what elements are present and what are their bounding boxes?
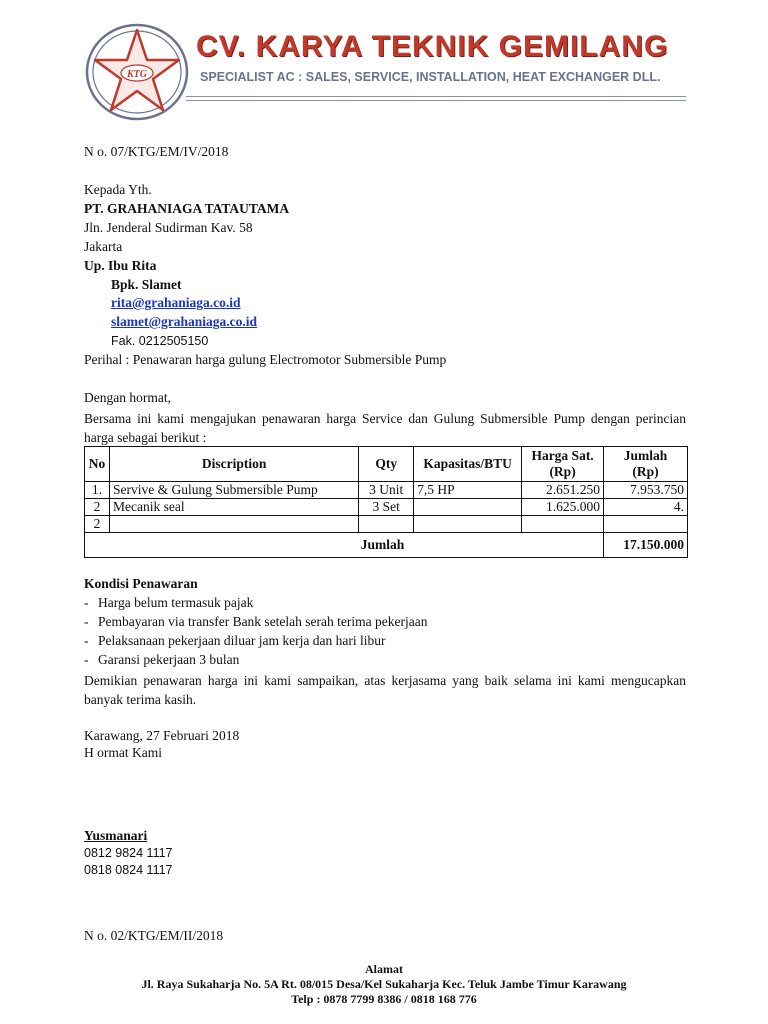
header-description: Discription <box>109 447 358 482</box>
table-row <box>85 516 688 533</box>
header-qty: Qty <box>359 447 414 482</box>
table-row <box>85 482 688 499</box>
sum-label: Jumlah <box>85 533 604 558</box>
condition-item: Pembayaran via transfer Bank setelah serah terima pekerjaan <box>98 614 428 629</box>
letter-number: N o. 07/KTG/EM/IV/2018 <box>84 144 229 159</box>
company-tagline: SPECIALIST AC : SALES, SERVICE, INSTALLATION, HEAT EXCHANGER DLL. <box>200 70 661 84</box>
signer-phone-1: 0812 9824 1117 <box>84 846 173 860</box>
intro-paragraph: Bersama ini kami mengajukan penawaran harga Service dan Gulung Submersible Pump dengan perincian harga sebagai berikut : <box>84 411 686 445</box>
cell-description: Servive & Gulung Submersible Pump <box>109 482 358 499</box>
conditions-title: Kondisi Penawaran <box>84 576 198 591</box>
cell-capacity <box>414 516 522 533</box>
footer-address: Jl. Raya Sukaharja No. 5A Rt. 08/015 Desa/Kel Sukaharja Kec. Teluk Jambe Timur Karawang <box>141 977 627 991</box>
footer-telp: Telp : 0878 7799 8386 / 0818 168 776 <box>291 992 477 1006</box>
salutation-to: Kepada Yth. <box>84 182 152 197</box>
attention-line-2: Bpk. Slamet <box>111 277 182 292</box>
attention-line: Up. Ibu Rita <box>84 258 157 273</box>
cell-no: 1. <box>85 482 110 499</box>
cell-capacity <box>414 499 522 516</box>
table-row <box>85 499 688 516</box>
cell-unit-price: 2.651.250 <box>522 482 604 499</box>
header-no: No <box>85 447 110 482</box>
condition-bullet: - <box>84 652 89 667</box>
logo-monogram: KTG <box>127 69 147 80</box>
cell-qty: 3 Set <box>359 499 414 516</box>
address-line-2: Jakarta <box>84 239 123 254</box>
signer-name: Yusmanari <box>84 828 148 843</box>
header-total <box>604 447 688 482</box>
place-date: Karawang, 27 Februari 2018 <box>84 728 240 743</box>
email-link-rita[interactable]: rita@grahaniaga.co.id <box>111 295 241 310</box>
cell-description: Mecanik seal <box>109 499 358 516</box>
email-link-slamet[interactable]: slamet@grahaniaga.co.id <box>111 314 258 329</box>
condition-item: Harga belum termasuk pajak <box>98 595 254 610</box>
header-capacity: Kapasitas/BTU <box>414 447 522 482</box>
cell-no: 2 <box>85 516 110 533</box>
address-line-1: Jln. Jenderal Sudirman Kav. 58 <box>84 220 253 235</box>
table-header-row <box>85 447 688 482</box>
header-unit-price-line1: Harga Sat. <box>531 448 594 463</box>
letterhead-divider-second <box>186 100 686 101</box>
header-unit-price-line2: (Rp) <box>549 464 576 479</box>
cell-capacity: 7,5 HP <box>414 482 522 499</box>
header-total-line2: (Rp) <box>632 464 659 479</box>
closing-paragraph: Demikian penawaran harga ini kami sampaikan, atas kerjasama yang baik selama ini kami mengucapkan banyak terima kasih. <box>84 673 686 707</box>
cell-description <box>109 516 358 533</box>
second-letter-number: N o. 02/KTG/EM/II/2018 <box>84 928 224 943</box>
signer-phone-2: 0818 0824 1117 <box>84 863 173 877</box>
cell-total: 7.953.750 <box>604 482 688 499</box>
cell-total: 4. <box>604 499 688 516</box>
condition-bullet: - <box>84 595 89 610</box>
header-total-line1: Jumlah <box>623 448 668 463</box>
company-name: CV. KARYA TEKNIK GEMILANG <box>196 30 669 63</box>
regards: H ormat Kami <box>84 745 162 760</box>
condition-bullet: - <box>84 633 89 648</box>
greeting: Dengan hormat, <box>84 390 171 405</box>
table-sum-row <box>85 533 688 558</box>
subject-line: Perihal : Penawaran harga gulung Electromotor Submersible Pump <box>84 352 447 367</box>
company-star-logo <box>84 22 190 122</box>
cell-no: 2 <box>85 499 110 516</box>
footer-label: Alamat <box>365 962 403 976</box>
cell-total <box>604 516 688 533</box>
condition-item: Garansi pekerjaan 3 bulan <box>98 652 240 667</box>
cell-qty: 3 Unit <box>359 482 414 499</box>
condition-item: Pelaksanaan pekerjaan diluar jam kerja dan hari libur <box>98 633 386 648</box>
condition-bullet: - <box>84 614 89 629</box>
letterhead-divider <box>186 96 686 97</box>
cell-unit-price <box>522 516 604 533</box>
cell-unit-price: 1.625.000 <box>522 499 604 516</box>
sum-value: 17.150.000 <box>604 533 688 558</box>
fax-number: Fak. 0212505150 <box>111 334 209 348</box>
price-table <box>84 446 688 558</box>
cell-qty <box>359 516 414 533</box>
header-unit-price <box>522 447 604 482</box>
recipient-company: PT. GRAHANIAGA TATAUTAMA <box>84 201 290 216</box>
